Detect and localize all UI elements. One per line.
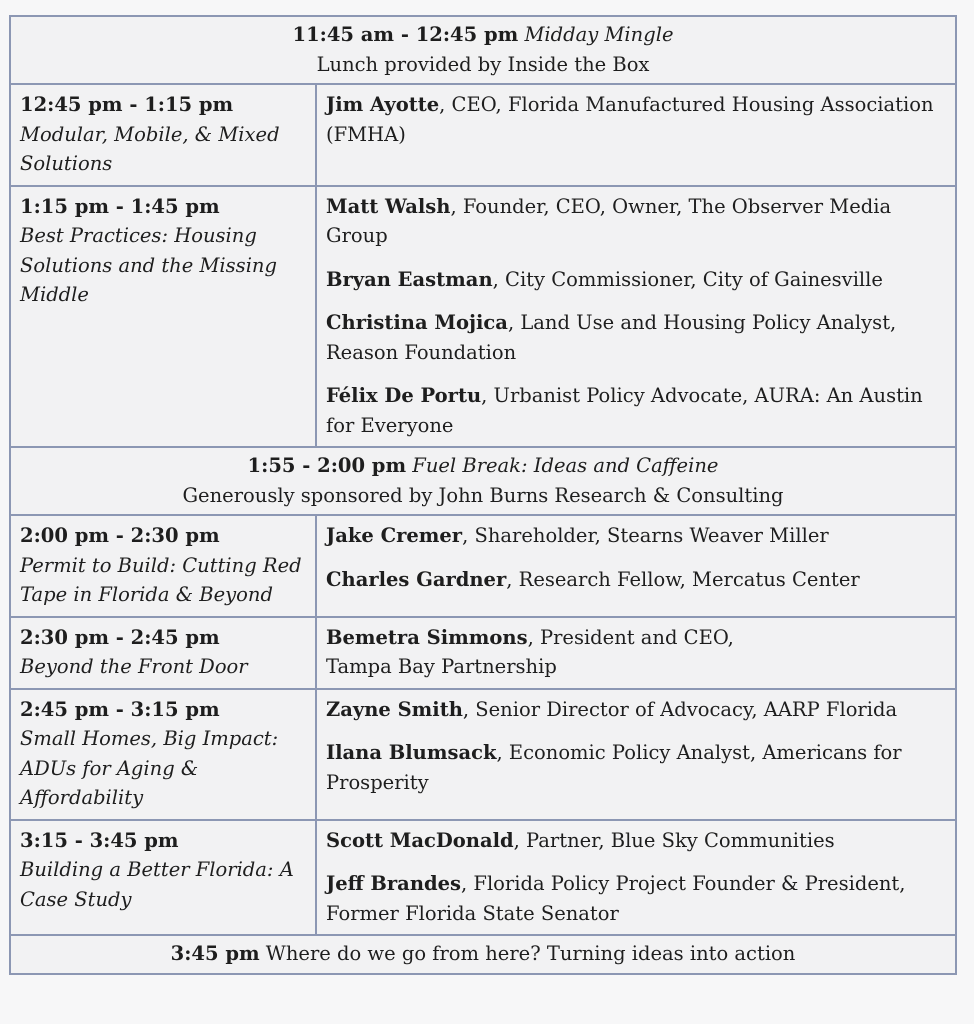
speaker-entry — [326, 265, 946, 295]
session-title: Permit to Build: Cutting Red Tape in Florida & Beyond — [20, 553, 302, 606]
speakers-cell — [316, 820, 956, 936]
break-heading — [20, 451, 946, 481]
break-row — [10, 935, 956, 974]
session-info-cell — [10, 84, 316, 186]
speaker-role: , Partner, Blue Sky Communities — [513, 828, 835, 852]
speaker-name: Jim Ayotte — [326, 93, 440, 116]
session-time: 12:45 pm - 1:15 pm — [20, 93, 234, 116]
session-title: Best Practices: Housing Solutions and the Missing Middle — [20, 224, 277, 306]
agenda-table — [9, 15, 957, 975]
break-heading — [20, 20, 946, 50]
session-row — [10, 84, 956, 186]
speaker-name: Jeff Brandes — [326, 872, 462, 895]
speakers-cell — [316, 84, 956, 186]
speaker-entry — [326, 381, 946, 440]
agenda-body — [10, 16, 956, 974]
speakers-cell — [316, 515, 956, 617]
speaker-role: , President and CEO, — [527, 625, 734, 649]
session-info-cell — [10, 186, 316, 448]
speaker-role: , Economic Policy Analyst, Americans for Prosperity — [326, 741, 902, 794]
speaker-role: , Founder, CEO, Owner, The Observer Media Group — [326, 194, 892, 247]
break-title: Where do we go from here? Turning ideas into action — [265, 942, 796, 965]
session-row — [10, 617, 956, 689]
speaker-entry — [326, 308, 946, 367]
speakers-cell — [316, 617, 956, 689]
speaker-role: , Shareholder, Stearns Weaver Miller — [462, 524, 829, 547]
speaker-name: Félix De Portu — [326, 384, 482, 407]
break-title: Midday Mingle — [524, 23, 674, 46]
speaker-role: , Urbanist Policy Advocate, AURA: An Austin for Everyone — [326, 384, 923, 437]
speaker-entry — [326, 623, 946, 682]
speaker-role-line2: Tampa Bay Partnership — [326, 655, 557, 678]
session-time: 2:45 pm - 3:15 pm — [20, 697, 220, 721]
speaker-entry — [326, 192, 946, 251]
session-row — [10, 515, 956, 617]
break-cell — [10, 935, 956, 974]
session-time: 2:00 pm - 2:30 pm — [20, 524, 220, 547]
speaker-role: , Florida Policy Project Founder & President, Former Florida State Senator — [326, 872, 906, 925]
speaker-entry — [326, 90, 946, 149]
speaker-entry — [326, 738, 946, 797]
speaker-name: Ilana Blumsack — [326, 741, 497, 764]
break-cell — [10, 16, 956, 84]
session-title: Small Homes, Big Impact: ADUs for Aging & Affordability — [20, 727, 279, 809]
speaker-role: , CEO, Florida Manufactured Housing Association (FMHA) — [326, 93, 934, 146]
session-row — [10, 186, 956, 448]
speaker-entry — [326, 869, 946, 928]
break-time: 11:45 am - 12:45 pm — [292, 23, 519, 46]
session-title: Modular, Mobile, & Mixed Solutions — [20, 122, 280, 175]
speaker-name: Jake Cremer — [326, 524, 463, 547]
speaker-name: Matt Walsh — [326, 194, 451, 218]
break-note: Generously sponsored by John Burns Research & Consulting — [182, 483, 784, 507]
speaker-role: , Senior Director of Advocacy, AARP Florida — [462, 697, 898, 721]
speaker-entry — [326, 826, 946, 856]
break-cell — [10, 447, 956, 515]
speaker-name: Scott MacDonald — [326, 828, 514, 852]
session-row — [10, 820, 956, 936]
session-row — [10, 689, 956, 820]
speaker-entry — [326, 565, 946, 595]
speakers-cell — [316, 186, 956, 448]
session-info-cell — [10, 617, 316, 689]
session-title: Building a Better Florida: A Case Study — [20, 858, 294, 911]
break-time: 1:55 - 2:00 pm — [247, 454, 407, 477]
break-title: Fuel Break: Ideas and Caffeine — [412, 454, 719, 477]
break-row — [10, 16, 956, 84]
speakers-cell — [316, 689, 956, 820]
speaker-name: Christina Mojica — [326, 311, 508, 334]
session-title: Beyond the Front Door — [20, 655, 248, 678]
speaker-name: Zayne Smith — [326, 697, 463, 721]
break-note: Lunch provided by Inside the Box — [316, 52, 650, 76]
session-info-cell — [10, 515, 316, 617]
break-row — [10, 447, 956, 515]
speaker-role: , Research Fellow, Mercatus Center — [506, 567, 860, 591]
speaker-entry — [326, 521, 946, 551]
break-heading — [20, 939, 946, 969]
session-time: 1:15 pm - 1:45 pm — [20, 194, 220, 218]
speaker-role: , Land Use and Housing Policy Analyst, Reason Foundation — [326, 311, 897, 364]
session-time: 2:30 pm - 2:45 pm — [20, 625, 220, 649]
session-info-cell — [10, 820, 316, 936]
speaker-name: Bemetra Simmons — [326, 625, 528, 649]
speaker-role: , City Commissioner, City of Gainesville — [492, 267, 883, 291]
session-time: 3:15 - 3:45 pm — [20, 828, 179, 852]
break-time: 3:45 pm — [170, 942, 260, 965]
speaker-entry — [326, 695, 946, 725]
speaker-name: Charles Gardner — [326, 567, 507, 591]
session-info-cell — [10, 689, 316, 820]
speaker-name: Bryan Eastman — [326, 267, 493, 291]
